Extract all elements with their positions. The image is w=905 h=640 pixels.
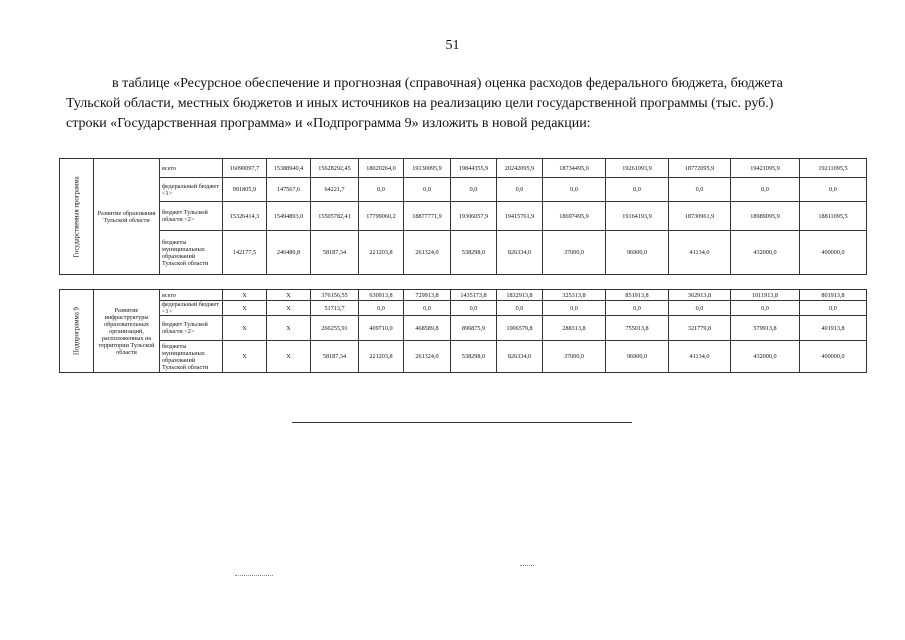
amount-cell: 19211095,5 [800,159,867,178]
funding-source: всего [160,290,223,301]
state-program-table [59,158,867,275]
funding-source: федеральный бюджет <1> [160,301,223,316]
amount-cell: Х [223,316,267,341]
intro-paragraph [66,74,866,134]
amount-cell: 729913,8 [404,290,451,301]
amount-cell: 432000,0 [731,341,800,373]
amount-cell: 16090097,7 [223,159,267,178]
page-number: 51 [445,38,460,53]
amount-cell: 0,0 [404,178,451,202]
amount-cell: 41134,0 [669,231,731,275]
amount-cell: 37000,0 [543,231,606,275]
amount-cell: 18020264,0 [359,159,404,178]
amount-cell: 409710,0 [359,316,404,341]
amount-cell: Х [223,301,267,316]
amount-cell: 362913,8 [669,290,731,301]
amount-cell: 15505782,41 [311,202,359,231]
amount-cell: 221203,8 [359,341,404,373]
amount-cell: 432000,0 [731,231,800,275]
amount-cell: 1006579,8 [497,316,543,341]
table-row [60,159,867,178]
amount-cell: 0,0 [497,178,543,202]
table-row [60,202,867,231]
amount-cell: 20242095,9 [497,159,543,178]
amount-cell: 896875,9 [451,316,497,341]
table-row [60,341,867,373]
amount-cell: 18730961,9 [669,202,731,231]
amount-cell: 0,0 [800,178,867,202]
amount-cell: 468589,8 [404,316,451,341]
amount-cell: 19164193,9 [606,202,669,231]
amount-cell: 755013,8 [606,316,669,341]
amount-cell: Х [267,316,311,341]
amount-cell: 37000,0 [543,341,606,373]
amount-cell: 325313,8 [543,290,606,301]
amount-cell: 0,0 [543,301,606,316]
amount-cell: 15628292,45 [311,159,359,178]
amount-cell: 18734495,0 [543,159,606,178]
amount-cell: 0,0 [731,301,800,316]
amount-cell: 0,0 [404,301,451,316]
funding-source: бюджет Тульской области <2> [160,202,223,231]
program-label: Государственная программа [73,175,80,258]
amount-cell: 400000,0 [800,341,867,373]
amount-cell: Х [267,290,311,301]
program-label-cell [60,159,94,275]
funding-source: бюджеты муниципальных образований Тульской области [160,231,223,275]
amount-cell: 801913,8 [800,290,867,301]
amount-cell: 538298,0 [451,231,497,275]
amount-cell: 19306057,9 [451,202,497,231]
amount-cell: 261324,0 [404,341,451,373]
amount-cell: 1435173,8 [451,290,497,301]
amount-cell: 0,0 [669,178,731,202]
table-row [60,290,867,301]
amount-cell: 538298,0 [451,341,497,373]
amount-cell: 58187,34 [311,341,359,373]
amount-cell: 17799060,2 [359,202,404,231]
funding-source: федеральный бюджет <1> [160,178,223,202]
amount-cell: 18877771,9 [404,202,451,231]
amount-cell: 246480,8 [267,231,311,275]
program-name: Развитие образования Тульской области [94,159,160,275]
amount-cell: 991805,9 [223,178,267,202]
intro-line-3: строки «Государственная программа» и «Подпрограмма 9» изложить в новой редакции: [66,116,591,131]
amount-cell: 0,0 [606,178,669,202]
table-row [60,316,867,341]
amount-cell: 19261093,9 [606,159,669,178]
amount-cell: 1011913,8 [731,290,800,301]
amount-cell: 0,0 [451,178,497,202]
amount-cell: 826334,0 [497,341,543,373]
amount-cell: 0,0 [731,178,800,202]
amount-cell: 0,0 [800,301,867,316]
amount-cell: Х [267,341,311,373]
amount-cell: 851913,8 [606,290,669,301]
table-row [60,178,867,202]
intro-line-1: в таблице «Ресурсное обеспечение и прогнозная (справочная) оценка расходов федерального бюджета, бюджета [112,76,783,91]
amount-cell: 18811095,5 [800,202,867,231]
funding-source: бюджеты муниципальных образований Тульской области [160,341,223,373]
funding-source: всего [160,159,223,178]
amount-cell: 18989095,9 [731,202,800,231]
amount-cell: 321779,8 [669,316,731,341]
amount-cell: 18697495,9 [543,202,606,231]
table-row [60,231,867,275]
amount-cell: 0,0 [543,178,606,202]
amount-cell: 41134,0 [669,341,731,373]
amount-cell: 0,0 [497,301,543,316]
amount-cell: 0,0 [359,178,404,202]
table-row [60,301,867,316]
amount-cell: 142177,5 [223,231,267,275]
amount-cell: Х [223,290,267,301]
amount-cell: 58187,34 [311,231,359,275]
amount-cell: Х [223,341,267,373]
program-label-cell [60,290,94,373]
amount-cell: 288313,8 [543,316,606,341]
amount-cell: 15326414,3 [223,202,267,231]
footer-rule [292,422,632,423]
amount-cell: 376156,55 [311,290,359,301]
amount-cell: 15494893,0 [267,202,311,231]
amount-cell: 15388940,4 [267,159,311,178]
amount-cell: 51713,7 [311,301,359,316]
amount-cell: 400000,0 [800,231,867,275]
amount-cell: 19421095,9 [731,159,800,178]
amount-cell: 64221,7 [311,178,359,202]
amount-cell: Х [267,301,311,316]
amount-cell: 630913,8 [359,290,404,301]
amount-cell: 1832913,8 [497,290,543,301]
amount-cell: 826334,0 [497,231,543,275]
amount-cell: 96900,0 [606,341,669,373]
scan-speck [235,575,273,576]
amount-cell: 18772095,9 [669,159,731,178]
amount-cell: 0,0 [359,301,404,316]
amount-cell: 579913,8 [731,316,800,341]
program-name: Развитие инфраструктуры образовательных организаций, расположенных на территории Тульской области [94,290,160,373]
intro-line-2: Тульской области, местных бюджетов и иных источников на реализацию цели государственной программы (тыс. руб.) [66,96,774,111]
amount-cell: 221203,8 [359,231,404,275]
amount-cell: 261324,0 [404,231,451,275]
funding-source: бюджет Тульской области <2> [160,316,223,341]
subprogram-9-table [59,289,867,373]
amount-cell: 147567,6 [267,178,311,202]
amount-cell: 96900,0 [606,231,669,275]
amount-cell: 19415761,9 [497,202,543,231]
amount-cell: 0,0 [451,301,497,316]
amount-cell: 401913,8 [800,316,867,341]
amount-cell: 0,0 [669,301,731,316]
program-label: Подпрограмма 9 [73,307,80,355]
amount-cell: 266255,91 [311,316,359,341]
amount-cell: 19844355,9 [451,159,497,178]
amount-cell: 0,0 [606,301,669,316]
amount-cell: 19130095,9 [404,159,451,178]
scan-speck [520,565,534,566]
